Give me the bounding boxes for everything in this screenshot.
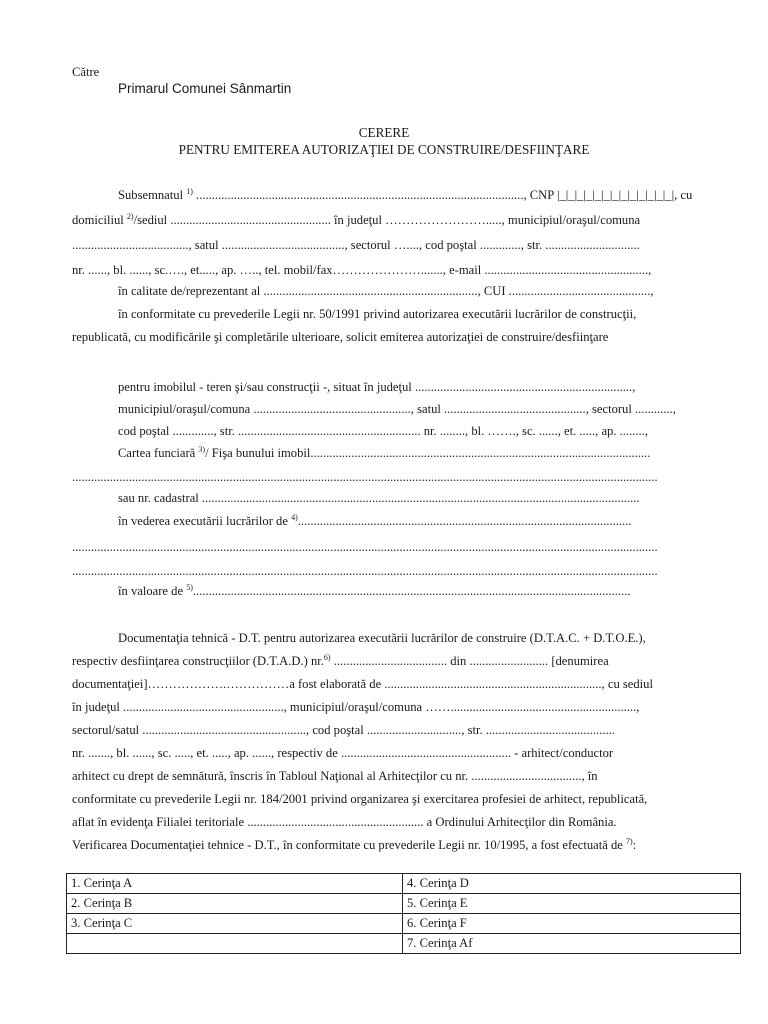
applicant-name-line: Subsemnatul $^{1)}$ ........................................................................................................, CNP |_|_|_|_|_|_|_|_|_|_|_|_|_|, cu xyxy=(118,187,693,202)
table-row xyxy=(67,934,741,954)
property-address-line: cod poştal ............., str. .......................................................... nr. ........, bl. ……., sc. ......, et. ....., ap. ........, xyxy=(118,424,648,438)
representative-line: în calitate de/reprezentant al ...................................................................., CUI ............................................., xyxy=(118,284,654,298)
table-row xyxy=(67,894,741,914)
table-cell xyxy=(67,934,403,954)
cadastral-number-line: sau nr. cadastral ........................................................................................................................................... xyxy=(118,491,640,505)
table-cell: 1. Cerinţa A xyxy=(67,874,403,894)
table-cell: 4. Cerinţa D xyxy=(403,874,741,894)
land-register-line: Cartea funciară $^{3)}$/ Fişa bunului imobil............................................................................................................ xyxy=(118,445,651,460)
table-cell: 7. Cerinţa Af xyxy=(403,934,741,954)
author-county-line: în judeţul ..................................................., municipiul/oraşul/comuna ……..........................................................., xyxy=(72,700,640,714)
works-continuation-1: .......................................................................................................................................................................................... xyxy=(72,540,658,554)
recipient-name: Primarul Comunei Sânmartin xyxy=(118,81,292,96)
value-line: în valoare de $^{5)}$........................................................................................................................................... xyxy=(118,583,631,598)
author-address-line: sectorul/satul ...................................................., cod poştal .............................., str. ......................................... xyxy=(72,723,615,737)
document-subtitle: PENTRU EMITEREA AUTORIZAŢIEI DE CONSTRUIRE/DESFIINŢARE xyxy=(178,142,590,157)
document-title: CERERE xyxy=(358,125,410,140)
property-locality-line: municipiul/oraşul/comuna .................................................., satul ............................................., sectorul ............, xyxy=(118,402,676,416)
documentation-intro-line: Documentaţia tehnică - D.T. pentru autorizarea executării lucrărilor de construire (D.T.A.C. + D.T.O.E.), xyxy=(118,631,646,645)
table-row xyxy=(67,874,741,894)
table-cell: 6. Cerinţa F xyxy=(403,914,741,934)
table-cell: 2. Cerinţa B xyxy=(67,894,403,914)
table-cell: 5. Cerinţa E xyxy=(403,894,741,914)
works-description-line: în vederea executării lucrărilor de $^{4)}$.......................................................................................................... xyxy=(118,513,632,528)
applicant-contact-line: nr. ......, bl. ......, sc.…., et....., ap. ….., tel. mobil/fax…………………......., e-mail ...................................................., xyxy=(72,263,652,277)
requirements-table xyxy=(66,873,741,954)
territorial-branch-line: aflat în evidenţa Filialei teritoriale ........................................................ a Ordinului Arhitecţilor din România. xyxy=(72,815,617,829)
table-row xyxy=(67,914,741,934)
applicant-address-line: domiciliul $^{2)}$/sediul ................................................... în judeţul ……………………....., municipiul/oraşul/comuna xyxy=(72,212,641,227)
works-continuation-2: .......................................................................................................................................................................................... xyxy=(72,564,658,578)
table-cell: 3. Cerinţa C xyxy=(67,914,403,934)
applicant-locality-line: ....................................., satul ......................................., sectorul …...., cod poştal ............., str. .............................. xyxy=(72,238,640,252)
catre-label: Către xyxy=(72,65,100,79)
documentation-author-line: documentaţiei]……………….……………a fost elaborată de ....................................................................., cu sediul xyxy=(72,677,653,691)
documentation-number-line: respectiv desfiinţarea construcţiilor (D.T.A.D.) nr.$^{6)}$ .................................... din ......................... [denumirea xyxy=(72,653,609,668)
architect-line: nr. ......., bl. ......, sc. ....., et. ....., ap. ......, respectiv de ...................................................... - arhitect/conductor xyxy=(72,746,614,760)
verification-line: Verificarea Documentaţiei tehnice - D.T., în conformitate cu prevederile Legii nr. 10/1995, a fost efectuată de $^{7)}$: xyxy=(72,837,637,852)
request-statement-line: republicată, cu modificările şi completările ulterioare, solicit emiterea autorizaţiei de construire/desfiinţare xyxy=(72,330,609,344)
architect-registry-line: arhitect cu drept de semnătură, înscris în Tabloul Naţional al Arhitecţilor cu nr. ..................................., în xyxy=(72,769,598,783)
property-county-line: pentru imobilul - teren şi/sau construcţii -, situat în judeţul ....................................................................., xyxy=(118,380,636,394)
legal-basis-line: în conformitate cu prevederile Legii nr. 50/1991 privind autorizarea executării lucrărilor de construcţii, xyxy=(118,307,637,321)
land-register-continuation: .......................................................................................................................................................................................... xyxy=(72,470,658,484)
law-184-line: conformitate cu prevederile Legii nr. 184/2001 privind organizarea şi exercitarea profesiei de arhitect, republicată, xyxy=(72,792,648,806)
